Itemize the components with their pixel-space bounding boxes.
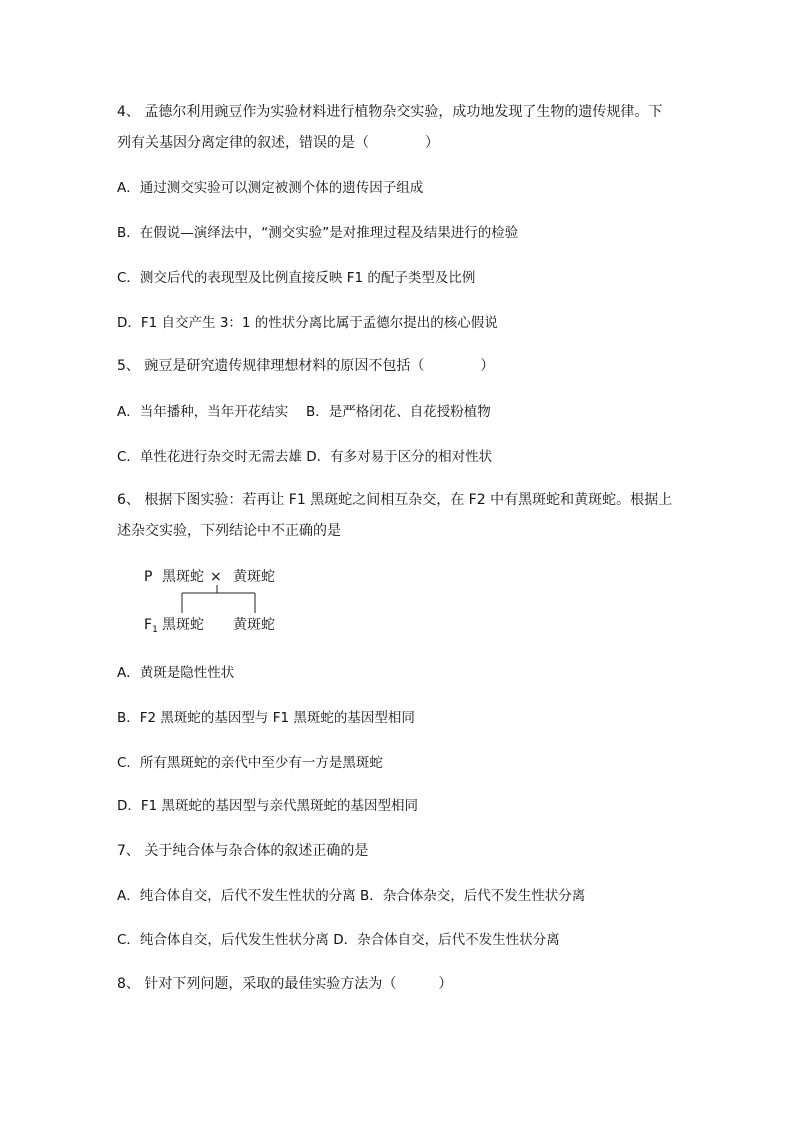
q6-option-c: C．所有黑斑蛇的亲代中至少有一方是黑斑蛇 <box>117 755 383 771</box>
q4-option-d: D．F1 自交产生 3：1 的性状分离比属于孟德尔提出的核心假说 <box>117 315 498 331</box>
q7-option-cd: C．纯合体自交，后代发生性状分离 D．杂合体自交，后代不发生性状分离 <box>117 932 560 948</box>
q6-option-a: A．黄斑是隐性性状 <box>117 665 235 681</box>
p-parent-left: 黑斑蛇 <box>162 569 204 585</box>
f1-offspring-right: 黄斑蛇 <box>233 617 275 633</box>
q6-stem-line2: 述杂交实验，下列结论中不正确的是 <box>117 523 341 539</box>
q7-stem: 7、 关于纯合体与杂合体的叙述正确的是 <box>117 843 369 859</box>
q4-option-a: A．通过测交实验可以测定被测个体的遗传因子组成 <box>117 180 424 196</box>
p-generation-label: P <box>144 569 153 585</box>
q4-stem-line2: 列有关基因分离定律的叙述，错误的是（ ） <box>117 135 439 151</box>
q4-stem-line1: 4、 孟德尔利用豌豆作为实验材料进行植物杂交实验，成功地发现了生物的遗传规律。下 <box>117 104 663 120</box>
q6-option-d: D．F1 黑斑蛇的基因型与亲代黑斑蛇的基因型相同 <box>117 798 419 814</box>
q8-stem: 8、 针对下列问题，采取的最佳实验方法为（ ） <box>117 976 453 992</box>
q6-stem-line1: 6、 根据下图实验：若再让 F1 黑斑蛇之间相互杂交，在 F2 中有黑斑蛇和黄斑蛇。根据上 <box>117 492 673 508</box>
p-parent-right: 黄斑蛇 <box>233 569 275 585</box>
f1-letter: F <box>144 617 153 633</box>
q5-option-ab: A．当年播种，当年开花结实 B．是严格闭花、自花授粉植物 <box>117 404 491 420</box>
q5-option-cd: C．单性花进行杂交时无需去雄 D．有多对易于区分的相对性状 <box>117 449 493 465</box>
f1-subscript: 1 <box>152 625 158 635</box>
cross-sign: × <box>210 569 222 585</box>
q5-stem: 5、 豌豆是研究遗传规律理想材料的原因不包括（ ） <box>117 358 495 374</box>
cross-diagram <box>140 563 300 635</box>
q7-option-ab: A．纯合体自交，后代不发生性状的分离 B．杂合体杂交，后代不发生性状分离 <box>117 888 586 904</box>
f1-offspring-left: 黑斑蛇 <box>162 617 204 633</box>
q4-option-c: C．测交后代的表现型及比例直接反映 F1 的配子类型及比例 <box>117 270 476 286</box>
q4-option-b: B．在假说—演绎法中，“测交实验”是对推理过程及结果进行的检验 <box>117 225 519 241</box>
q6-option-b: B．F2 黑斑蛇的基因型与 F1 黑斑蛇的基因型相同 <box>117 710 415 726</box>
f1-generation-label <box>144 616 158 636</box>
